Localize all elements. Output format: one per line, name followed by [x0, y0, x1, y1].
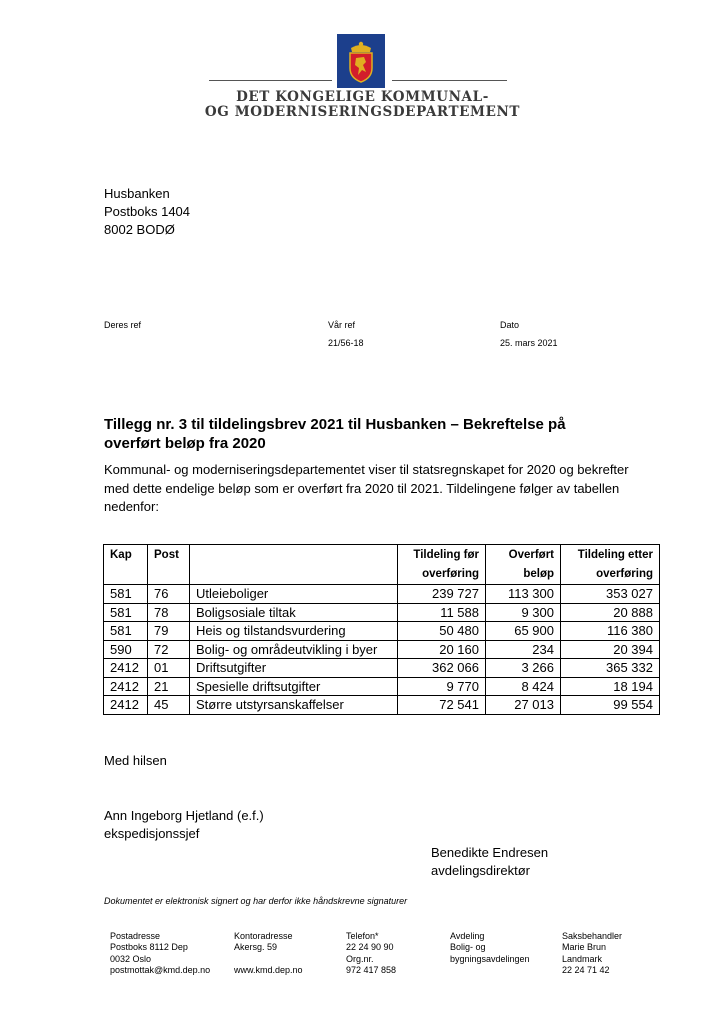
- table-row: [104, 622, 660, 641]
- cell-name: Heis og tilstandsvurdering: [190, 622, 398, 641]
- footer-text: [234, 954, 303, 965]
- cell-after: 99 554: [561, 696, 660, 715]
- cell-after: 18 194: [561, 677, 660, 696]
- signer2-name: Benedikte Endresen: [431, 845, 549, 860]
- footer-website: www.kmd.dep.no: [234, 964, 303, 975]
- cell-before: 50 480: [398, 622, 486, 641]
- table-row: [104, 659, 660, 678]
- footer-text: Marie Brun: [562, 942, 607, 953]
- signature-disclaimer: Dokumentet er elektronisk signert og har derfor ikke håndskrevne signaturer: [104, 896, 408, 906]
- closing-greeting: Med hilsen: [104, 753, 167, 768]
- header-transferred-line1: Overført: [508, 549, 554, 561]
- cell-kap: 2412: [104, 696, 148, 715]
- cell-transferred: 8 424: [486, 677, 561, 696]
- footer-text: Akersg. 59: [234, 942, 278, 953]
- table-row: [104, 640, 660, 659]
- footer-text: 972 417 858: [346, 964, 397, 975]
- cell-transferred: 9 300: [486, 603, 561, 622]
- cell-after: 365 332: [561, 659, 660, 678]
- cell-before: 20 160: [398, 640, 486, 659]
- header-before-line2: overføring: [422, 568, 479, 580]
- allocation-table: [103, 544, 660, 715]
- table-row: [104, 696, 660, 715]
- cell-post: 45: [148, 696, 190, 715]
- footer-postadresse: [110, 931, 210, 976]
- footer-text: Postboks 8112 Dep: [110, 942, 188, 953]
- cell-after: 353 027: [561, 585, 660, 604]
- cell-before: 9 770: [398, 677, 486, 696]
- cell-before: 239 727: [398, 585, 486, 604]
- footer-text: Landmark: [562, 953, 603, 964]
- table-row: [104, 603, 660, 622]
- header-before-line1: Tildeling før: [413, 549, 479, 561]
- cell-transferred: 65 900: [486, 622, 561, 641]
- cell-name: Spesielle driftsutgifter: [190, 677, 398, 696]
- footer-text: 22 24 71 42: [562, 964, 610, 975]
- cell-name: Utleieboliger: [190, 585, 398, 604]
- cell-kap: 2412: [104, 677, 148, 696]
- cell-after: 20 394: [561, 640, 660, 659]
- footer-text: Org.nr.: [346, 953, 374, 964]
- footer-text: Saksbehandler: [562, 931, 623, 941]
- footer-saksbehandler: [562, 931, 622, 976]
- cell-transferred: 234: [486, 640, 561, 659]
- department-name-line1: DET KONGELIGE KOMMUNAL-: [236, 89, 489, 105]
- cell-post: 79: [148, 622, 190, 641]
- recipient-address1: Postboks 1404: [104, 204, 191, 219]
- letter-title: Tillegg nr. 3 til tildelingsbrev 2021 til Husbanken – Bekreftelse på overført beløp fra 2020: [104, 416, 566, 452]
- cell-post: 78: [148, 603, 190, 622]
- cell-after: 116 380: [561, 622, 660, 641]
- table-header-row: [104, 545, 660, 585]
- recipient-address2: 8002 BODØ: [104, 222, 175, 237]
- footer-telefon: [346, 931, 396, 976]
- signer1-name: Ann Ingeborg Hjetland (e.f.): [104, 808, 264, 823]
- recipient-name: Husbanken: [104, 186, 170, 201]
- cell-kap: 2412: [104, 659, 148, 678]
- department-name-line2: OG MODERNISERINGSDEPARTEMENT: [204, 104, 521, 120]
- cell-kap: 581: [104, 622, 148, 641]
- var-ref-label: Vår ref: [328, 320, 356, 330]
- var-ref-value: 21/56-18: [328, 338, 364, 348]
- header-name: [190, 545, 398, 585]
- footer-avdeling: [450, 931, 530, 965]
- signer1-role: ekspedisjonssjef: [104, 826, 200, 841]
- dato-value: 25. mars 2021: [500, 338, 558, 348]
- cell-kap: 590: [104, 640, 148, 659]
- header-transferred-line2: beløp: [523, 568, 554, 580]
- table-row: [104, 585, 660, 604]
- cell-transferred: 3 266: [486, 659, 561, 678]
- intro-paragraph: Kommunal- og moderniseringsdepartementet viser til statsregnskapet for 2020 og bekrefter med dette endelige beløp som er overført fra 2020 til 2021. Tildelingene følger av tabellen nedenfor:: [104, 462, 629, 514]
- coat-of-arms-logo: [337, 34, 385, 88]
- footer-text: 22 24 90 90: [346, 942, 394, 953]
- cell-transferred: 113 300: [486, 585, 561, 604]
- cell-after: 20 888: [561, 603, 660, 622]
- cell-name: Driftsutgifter: [190, 659, 398, 678]
- cell-post: 76: [148, 585, 190, 604]
- dato-label: Dato: [500, 320, 520, 330]
- cell-name: Større utstyrsanskaffelser: [190, 696, 398, 715]
- footer-text: Avdeling: [450, 931, 485, 941]
- header-transferred: [486, 545, 561, 585]
- cell-name: Boligsosiale tiltak: [190, 603, 398, 622]
- cell-transferred: 27 013: [486, 696, 561, 715]
- cell-post: 01: [148, 659, 190, 678]
- cell-before: 11 588: [398, 603, 486, 622]
- footer-text: Postadresse: [110, 931, 161, 941]
- cell-kap: 581: [104, 585, 148, 604]
- signer2-role: avdelingsdirektør: [431, 863, 530, 878]
- table-row: [104, 677, 660, 696]
- footer-kontoradresse: [234, 931, 303, 976]
- cell-before: 362 066: [398, 659, 486, 678]
- cell-post: 72: [148, 640, 190, 659]
- header-after: [561, 545, 660, 585]
- deres-ref-label: Deres ref: [104, 320, 142, 330]
- header-after-line2: overføring: [596, 568, 653, 580]
- header-kap: Kap: [104, 545, 148, 585]
- header-before: [398, 545, 486, 585]
- footer-text: Kontoradresse: [234, 931, 293, 941]
- header-post: Post: [148, 545, 190, 585]
- footer-email: postmottak@kmd.dep.no: [110, 964, 211, 975]
- cell-name: Bolig- og områdeutvikling i byer: [190, 640, 398, 659]
- footer-text: bygningsavdelingen: [450, 953, 530, 964]
- cell-post: 21: [148, 677, 190, 696]
- header-after-line1: Tildeling etter: [577, 549, 653, 561]
- footer-text: Bolig- og: [450, 942, 486, 953]
- cell-kap: 581: [104, 603, 148, 622]
- footer-text: 0032 Oslo: [110, 953, 152, 964]
- footer-text: Telefon*: [346, 931, 379, 941]
- cell-before: 72 541: [398, 696, 486, 715]
